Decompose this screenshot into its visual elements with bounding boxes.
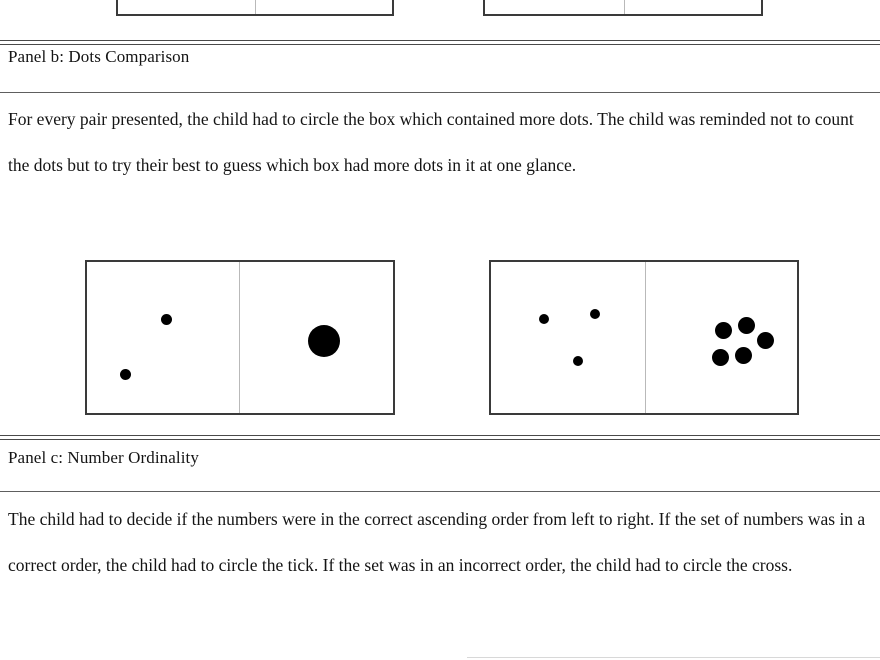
clipped-stimulus-box-left: [116, 0, 394, 16]
dot: [308, 325, 340, 357]
dot: [573, 356, 583, 366]
panel-c-heading-bottom-rule: [0, 491, 880, 492]
dot: [120, 369, 131, 380]
panel-c-heading: Panel c: Number Ordinality: [8, 448, 199, 467]
box-divider: [624, 0, 625, 14]
box-divider: [645, 262, 646, 413]
dot: [738, 317, 755, 334]
panel-c-description: The child had to decide if the numbers were in the correct ascending order from left to right. If the set of numbers was in a correct order, the child had to circle the tick. If the set was in an incorrect order, the child had to circle the cross.: [8, 509, 866, 575]
dot: [539, 314, 549, 324]
panel-b-description: For every pair presented, the child had to circle the box which contained more dots. The child was reminded not to count the dots but to try their best to guess which box had more dots in it at one glance.: [8, 109, 854, 175]
panel-b-heading: Panel b: Dots Comparison: [8, 47, 190, 66]
dot: [715, 322, 732, 339]
panel-b-heading-bottom-rule: [0, 92, 880, 93]
panel-c-heading-top-rule: [0, 435, 880, 440]
dot: [757, 332, 774, 349]
dot: [590, 309, 600, 319]
dot: [161, 314, 172, 325]
dots-comparison-box-left: [85, 260, 395, 415]
dot: [735, 347, 752, 364]
box-divider: [255, 0, 256, 14]
box-divider: [239, 262, 240, 413]
panel-b-heading-top-rule: [0, 40, 880, 45]
dots-comparison-box-right: [489, 260, 799, 415]
dot: [712, 349, 729, 366]
clipped-stimulus-box-right: [483, 0, 763, 16]
